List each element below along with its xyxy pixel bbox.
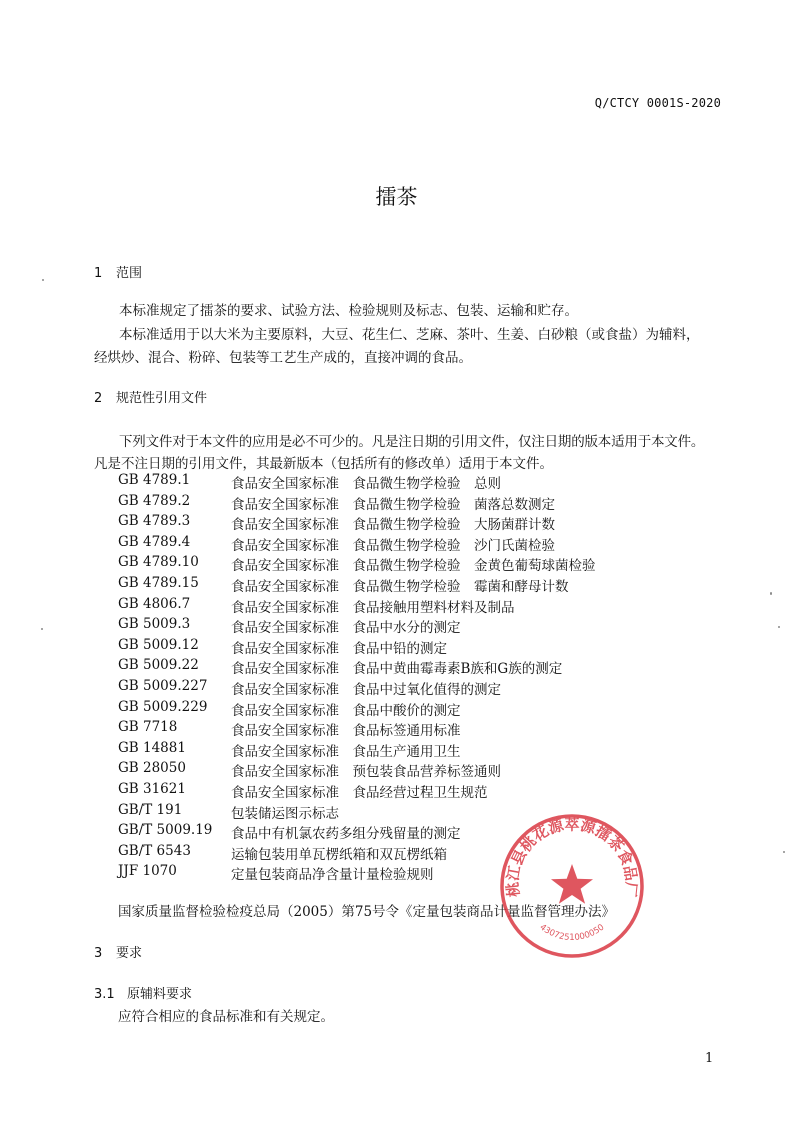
scope-paragraph-1: 本标准规定了擂茶的要求、试验方法、检验规则及标志、包装、运输和贮存。 bbox=[119, 303, 578, 319]
reference-code: JJF 1070 bbox=[118, 863, 177, 880]
scan-speck bbox=[41, 628, 43, 630]
reference-code: GB 31621 bbox=[118, 781, 186, 797]
reference-title: 食品中有机氯农药多组分残留量的测定 bbox=[231, 826, 461, 843]
section-title: 范围 bbox=[116, 266, 143, 281]
normative-intro-line-1: 下列文件对于本文件的应用是必不可少的。凡是注日期的引用文件，仅注日期的版本适用于本文件。 bbox=[119, 434, 705, 450]
page-number: 1 bbox=[705, 1051, 714, 1066]
reference-code: GB/T 6543 bbox=[118, 842, 191, 859]
reference-title: 食品安全国家标准 食品接触用塑料材料及制品 bbox=[231, 599, 515, 616]
reference-code: GB 28050 bbox=[118, 760, 186, 777]
section-heading-normative-references bbox=[94, 387, 207, 406]
section-heading-requirements bbox=[94, 942, 142, 961]
reference-code: GB/T 191 bbox=[118, 801, 183, 818]
scan-speck bbox=[783, 851, 785, 853]
reference-title: 食品安全国家标准 食品微生物学检验 菌落总数测定 bbox=[231, 496, 555, 513]
reference-code: GB 5009.3 bbox=[118, 616, 191, 633]
scan-speck bbox=[42, 279, 44, 281]
reference-code: GB 4789.4 bbox=[118, 533, 191, 550]
scope-paragraph-2-line-2: 经烘炒、混合、粉碎、包装等工艺生产成的，直接冲调的食品。 bbox=[94, 350, 472, 366]
document-number: Q/CTCY 0001S-2020 bbox=[594, 96, 721, 110]
reference-title: 食品安全国家标准 食品标签通用标准 bbox=[231, 723, 461, 740]
reference-code: GB 5009.22 bbox=[118, 657, 199, 674]
subsection-heading-raw-materials bbox=[94, 983, 192, 1002]
reference-code: GB 4806.7 bbox=[118, 595, 191, 612]
raw-materials-text: 应符合相应的食品标准和有关规定。 bbox=[118, 1009, 334, 1025]
reference-code: GB 5009.229 bbox=[118, 698, 208, 715]
reference-code: GB 4789.1 bbox=[118, 472, 191, 488]
subsection-number: 3.1 bbox=[94, 987, 115, 1002]
section-number: 2 bbox=[94, 391, 103, 406]
reference-title: 食品安全国家标准 食品中铅的测定 bbox=[231, 640, 447, 657]
section-number: 3 bbox=[94, 946, 103, 961]
reference-title: 食品安全国家标准 食品微生物学检验 总则 bbox=[231, 476, 501, 492]
section-number: 1 bbox=[94, 266, 103, 281]
reference-title: 食品安全国家标准 食品微生物学检验 霉菌和酵母计数 bbox=[231, 579, 569, 595]
reference-code: GB 5009.227 bbox=[118, 678, 208, 694]
reference-title: 食品安全国家标准 食品微生物学检验 沙门氏菌检验 bbox=[231, 537, 555, 554]
reference-title: 食品安全国家标准 食品微生物学检验 大肠菌群计数 bbox=[231, 517, 555, 534]
scan-speck bbox=[778, 626, 780, 628]
reference-code: GB 5009.12 bbox=[118, 636, 199, 653]
seal-registration-code: 4307251000050 bbox=[537, 922, 607, 943]
reference-title: 定量包装商品净含量计量检验规则 bbox=[231, 867, 434, 884]
section-title: 规范性引用文件 bbox=[116, 391, 208, 406]
reference-title: 食品安全国家标准 食品中过氧化值得的测定 bbox=[231, 682, 501, 698]
seal-star-icon bbox=[551, 864, 593, 904]
normative-intro-line-2: 凡是不注日期的引用文件，其最新版本（包括所有的修改单）适用于本文件。 bbox=[94, 456, 553, 472]
reference-code: GB 4789.15 bbox=[118, 575, 199, 591]
section-title: 要求 bbox=[116, 946, 143, 961]
reference-code: GB 14881 bbox=[118, 739, 186, 756]
reference-code: GB 4789.10 bbox=[118, 554, 199, 571]
subsection-title: 原辅料要求 bbox=[127, 987, 193, 1002]
seal-company-name: 桃江县桃花源萃源擂茶食品厂 bbox=[503, 815, 641, 898]
reference-title: 食品安全国家标准 食品生产通用卫生 bbox=[231, 743, 461, 760]
decree-reference: 国家质量监督检验检疫总局（2005）第75号令《定量包装商品计量监督管理办法》 bbox=[118, 904, 616, 920]
reference-title: 包装储运图示标志 bbox=[231, 805, 339, 822]
reference-code: GB 4789.3 bbox=[118, 513, 191, 530]
company-seal bbox=[498, 812, 646, 960]
reference-title: 食品安全国家标准 食品中酸价的测定 bbox=[231, 702, 461, 719]
page-title: 擂茶 bbox=[375, 185, 418, 209]
scope-paragraph-2-line-1: 本标准适用于以大米为主要原料，大豆、花生仁、芝麻、茶叶、生姜、白砂粮（或食盐）为辅料， bbox=[119, 327, 700, 343]
reference-title: 食品安全国家标准 食品微生物学检验 金黄色葡萄球菌检验 bbox=[231, 558, 596, 575]
reference-code: GB 7718 bbox=[118, 719, 178, 736]
reference-title: 食品安全国家标准 食品经营过程卫生规范 bbox=[231, 785, 488, 801]
reference-title: 运输包装用单瓦楞纸箱和双瓦楞纸箱 bbox=[231, 846, 447, 863]
reference-code: GB 4789.2 bbox=[118, 492, 191, 509]
reference-title: 食品安全国家标准 预包装食品营养标签通则 bbox=[231, 764, 501, 781]
reference-code: GB/T 5009.19 bbox=[118, 822, 213, 839]
scan-speck bbox=[770, 592, 772, 595]
section-heading-scope bbox=[94, 262, 142, 281]
reference-title: 食品安全国家标准 食品中水分的测定 bbox=[231, 620, 461, 637]
reference-title: 食品安全国家标准 食品中黄曲霉毒素B族和G族的测定 bbox=[231, 661, 563, 678]
